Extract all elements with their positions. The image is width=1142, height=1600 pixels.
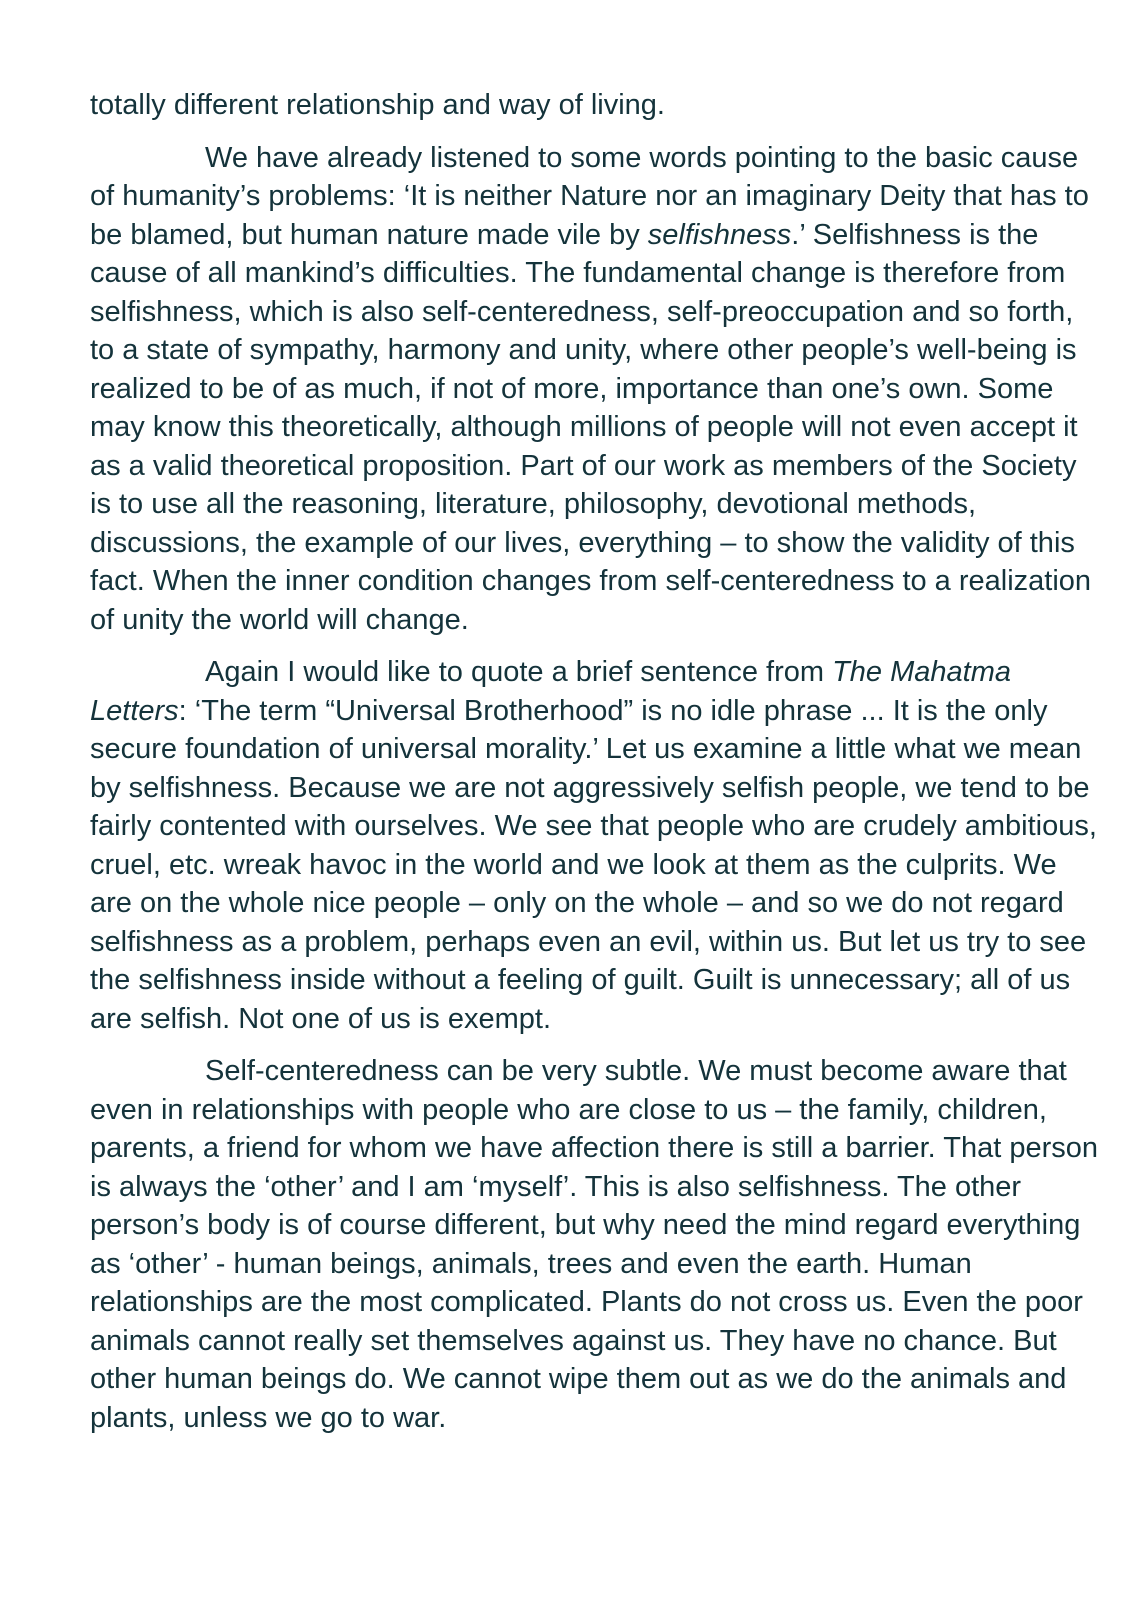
text-line [90,293,1074,332]
text-line [90,1168,1060,1207]
text-segment: fairly contented with ourselves. We see that people who are crudely ambitious, [90,810,1097,842]
text-line [90,961,1071,1000]
text-segment: discussions, the example of our lives, everything – to show the validity of this [90,526,1075,559]
text-line [90,1000,1060,1039]
text-segment: fact. When the inner condition changes from self-centeredness to a realization [90,565,1092,597]
text-line [90,1322,1060,1361]
text-block [90,86,1099,1451]
text-segment: totally different relationship and way of living. [90,89,665,121]
text-segment: Self-centeredness can be very subtle. We must become aware that [205,1055,1067,1087]
text-segment: the selfishness inside without a feeling of guilt. Guilt is unnecessary; all of us [90,964,1071,996]
text-segment: secure foundation of universal morality.’ Let us examine a little what we mean [90,733,1082,765]
text-segment: to a state of sympathy, harmony and unity, where other people’s well-being is [90,334,1077,366]
paragraph [90,86,1060,125]
text-line [90,331,1077,370]
text-segment: .’ Selfishness is the [791,218,1039,251]
text-segment: cruel, etc. wreak havoc in the world and we look at them as the culprits. We [90,848,1057,881]
paragraph [90,653,1097,1038]
text-segment: parents, a friend for whom we have affection there is still a barrier. That person [90,1132,1099,1164]
text-segment: cause of all mankind’s difficulties. The fundamental change is therefore from [90,257,1066,289]
text-line [90,177,1089,216]
text-line [90,254,1066,293]
text-segment: selfishness, which is also self-centeredness, self-preoccupation and so forth, [90,295,1074,328]
text-line [90,1360,1067,1399]
text-segment: are on the whole nice people – only on the whole – and so we do not regard [90,887,1064,919]
text-segment: even in relationships with people who are close to us – the family, children, [90,1093,1047,1126]
text-line [90,1206,1081,1245]
text-line [90,216,1060,255]
text-segment: is to use all the reasoning, literature, philosophy, devotional methods, [90,488,977,520]
text-line [90,370,1060,409]
text-line [90,846,1060,885]
text-line [90,769,1090,808]
text-line [90,884,1064,923]
text-segment: is always the ‘other’ and I am ‘myself’. This is also selfishness. The other [90,1170,1022,1203]
text-segment: Again I would like to quote a brief sentence from [205,656,833,688]
text-line [90,1052,1067,1091]
italic-text-segment: Letters [90,694,179,727]
italic-text-segment: The Mahatma [832,656,1012,688]
text-segment: person’s body is of course different, but why need the mind regard everything [90,1209,1081,1241]
text-segment: by selfishness. Because we are not aggressively selfish people, we tend to be [90,771,1090,804]
text-line [90,86,1060,125]
text-line [90,692,1060,731]
text-segment: may know this theoretically, although millions of people will not even accept it [90,411,1078,443]
text-line [90,408,1078,447]
text-segment: animals cannot really set themselves against us. They have no chance. But [90,1324,1057,1357]
text-segment: of humanity’s problems: ‘It is neither Nature nor an imaginary Deity that has to [90,180,1089,212]
text-segment: are selfish. Not one of us is exempt. [90,1002,551,1035]
text-line [90,653,1060,692]
text-segment: other human beings do. We cannot wipe them out as we do the animals and [90,1363,1067,1395]
text-line [90,1129,1099,1168]
text-line [90,1399,1060,1438]
italic-text-segment: selfishness [647,218,792,251]
text-line [90,447,1077,486]
text-segment: as a valid theoretical proposition. Part of our work as members of the Society [90,449,1077,482]
text-segment: of unity the world will change. [90,603,469,636]
text-segment: be blamed, but human nature made vile by [90,218,648,251]
text-segment: relationships are the most complicated. Plants do not cross us. Even the poor [90,1286,1083,1318]
text-segment: selfishness as a problem, perhaps even an evil, within us. But let us try to see [90,925,1087,958]
text-line [90,730,1082,769]
text-segment: plants, unless we go to war. [90,1401,447,1434]
text-line [90,1283,1083,1322]
text-segment: We have already listened to some words pointing to the basic cause [205,141,1079,174]
text-line [90,562,1092,601]
text-line [90,485,1060,524]
text-segment: realized to be of as much, if not of more, importance than one’s own. Some [90,372,1054,405]
text-line [90,1091,1060,1130]
text-line [90,524,1075,563]
text-line [90,601,1060,640]
text-line [90,139,1079,178]
paragraph [90,1052,1099,1437]
text-line [90,807,1097,846]
text-line [90,1245,1060,1284]
text-segment: : ‘The term “Universal Brotherhood” is no idle phrase ... It is the only [178,694,1048,727]
text-segment: as ‘other’ - human beings, animals, trees and even the earth. Human [90,1247,972,1280]
text-line [90,923,1087,962]
paragraph [90,139,1092,640]
